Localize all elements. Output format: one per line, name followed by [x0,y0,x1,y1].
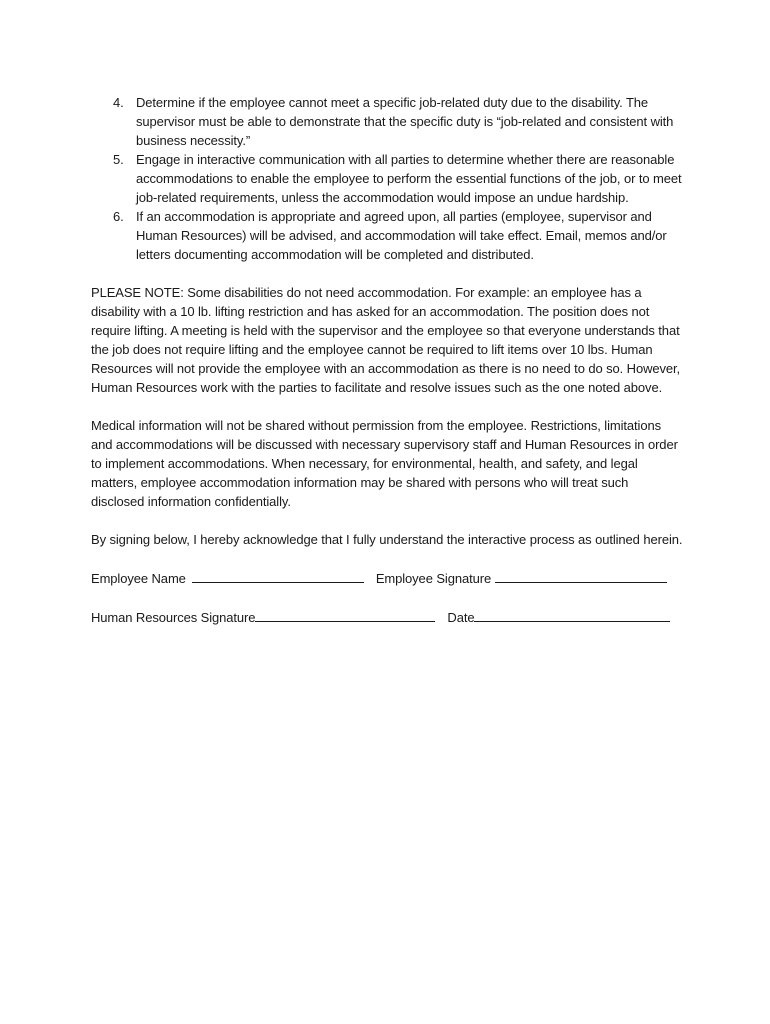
employee-signature-field[interactable] [495,568,667,583]
medical-information-paragraph: Medical information will not be shared without permission from the employee. Restrictions, limitations and accommodations will be discussed with necessary supervisory staff and Human Resources in order to implement accommodations. When necessary, for environmental, health, and safety, and legal matters, employee accommodation information may be shared with persons who will treat such disclosed information confidentially. [91,418,678,509]
step-text: Determine if the employee cannot meet a specific job-related duty due to the disability. The supervisor must be able to demonstrate that the specific duty is “job-related and consistent with business necessity.” [136,95,674,148]
hr-signature-row [91,607,683,627]
process-steps-list [91,93,683,264]
employee-name-field[interactable] [192,568,364,583]
step-number: 5. [113,152,124,167]
step-number: 6. [113,209,124,224]
employee-signature-row [91,568,683,588]
hr-signature-label: Human Resources Signature [91,610,256,625]
list-item-step-4 [91,93,683,150]
date-label: Date [447,610,475,625]
list-item-step-6 [91,207,683,264]
please-note-paragraph: PLEASE NOTE: Some disabilities do not need accommodation. For example: an employee has a disability with a 10 lb. lifting restriction and has asked for an accommodation. The position does not require lifting. A meeting is held with the supervisor and the employee so that everyone understands that the job does not require lifting and the employee cannot be required to lift items over 10 lbs. Human Resources will not provide the employee with an accommodation as there is no need to do so. However, Human Resources work with the parties to facilitate and resolve issues such as the one noted above. [91,285,681,395]
step-text: Engage in interactive communication with all parties to determine whether there are reasonable accommodations to enable the employee to perform the essential functions of the job, or to meet job-related requirements, unless the accommodation would impose an undue hardship. [136,152,682,205]
document-body [91,93,683,627]
hr-signature-field[interactable] [255,607,435,622]
step-text: If an accommodation is appropriate and agreed upon, all parties (employee, supervisor and Human Resources) will be advised, and accommodation will take effect. Email, memos and/or letters documenting accommodation will be completed and distributed. [136,209,667,262]
list-item-step-5 [91,150,683,207]
employee-name-label: Employee Name [91,571,186,586]
date-field[interactable] [474,607,670,622]
step-number: 4. [113,95,124,110]
employee-signature-label: Employee Signature [375,571,492,586]
acknowledgement-paragraph: By signing below, I hereby acknowledge that I fully understand the interactive process as outlined herein. [91,532,683,547]
